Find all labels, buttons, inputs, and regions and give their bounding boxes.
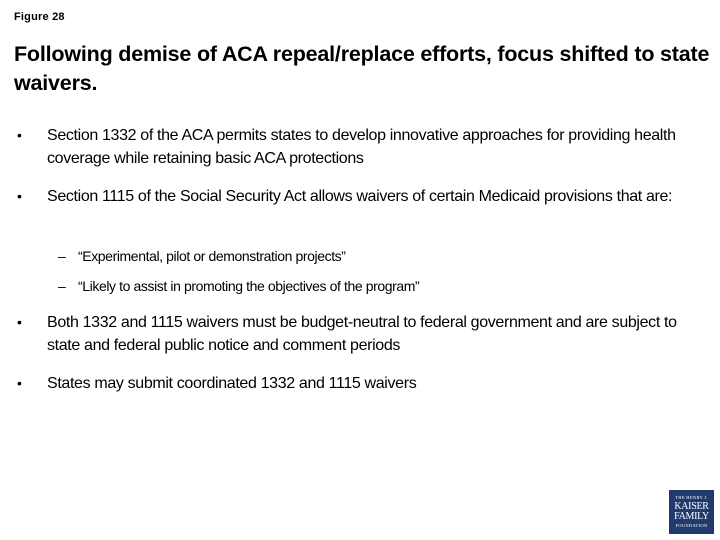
- logo-line-3: FAMILY: [674, 511, 709, 522]
- logo-line-1: THE HENRY J.: [675, 494, 708, 500]
- sub-bullet-marker: –: [58, 248, 66, 264]
- sub-bullet-text: “Likely to assist in promoting the objectives of the program”: [78, 278, 420, 294]
- figure-label: Figure 28: [14, 11, 65, 23]
- kaiser-family-foundation-logo: [669, 490, 714, 534]
- bullet-text: Section 1115 of the Social Security Act allows waivers of certain Medicaid provisions that are:: [47, 188, 673, 205]
- bullet-text: Section 1332 of the ACA permits states to develop innovative approaches for providing health coverage while retaining basic ACA protections: [47, 127, 676, 167]
- sub-bullet-item: [58, 276, 708, 296]
- bullet-marker: •: [17, 188, 22, 204]
- bullet-text: Both 1332 and 1115 waivers must be budget-neutral to federal government and are subject to state and federal public notice and comment periods: [47, 314, 677, 354]
- logo-line-2: KAISER: [674, 501, 709, 512]
- bullet-item: [17, 372, 712, 395]
- sub-bullet-text: “Experimental, pilot or demonstration projects”: [78, 248, 346, 264]
- bullet-text: States may submit coordinated 1332 and 1115 waivers: [47, 375, 417, 392]
- bullet-marker: •: [17, 127, 22, 143]
- bullet-marker: •: [17, 314, 22, 330]
- bullet-marker: •: [17, 375, 22, 391]
- bullet-item: [17, 311, 712, 357]
- bullet-item: [17, 124, 712, 170]
- sub-bullet-item: [58, 246, 708, 266]
- sub-bullet-marker: –: [58, 278, 66, 294]
- slide-title: Following demise of ACA repeal/replace efforts, focus shifted to state waivers.: [14, 42, 710, 95]
- logo-line-4: FOUNDATION: [675, 523, 708, 528]
- bullet-item: [17, 185, 712, 208]
